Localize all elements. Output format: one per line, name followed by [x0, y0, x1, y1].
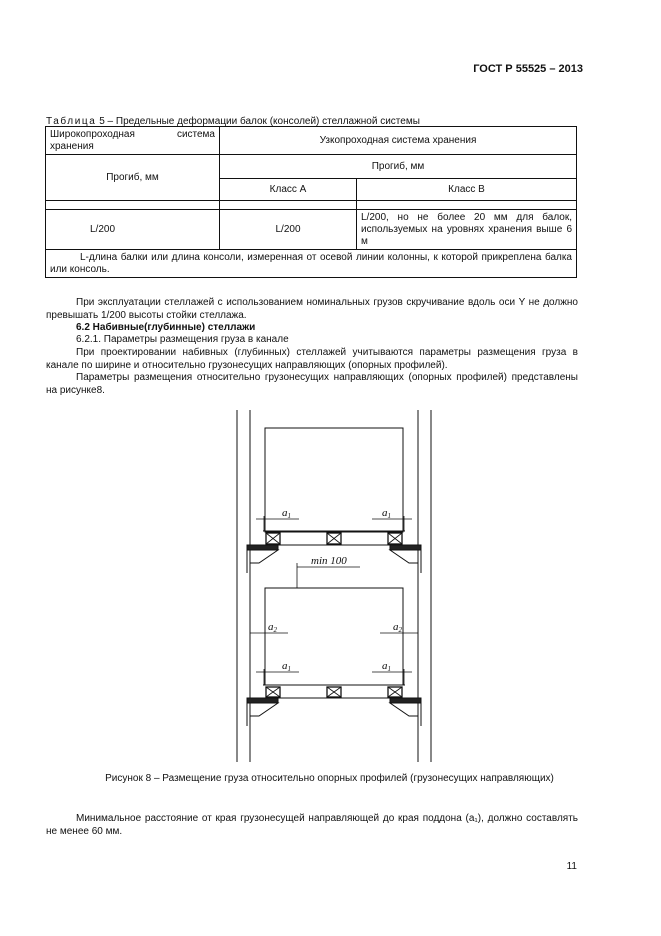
document-code: ГОСТ Р 55525 – 2013	[473, 63, 583, 75]
lower-pallet	[263, 685, 405, 698]
left-upright	[237, 410, 250, 762]
figure-caption: Рисунок 8 – Размещение груза относительно опорных профилей (грузонесущих направляющих)	[105, 773, 554, 784]
upper-left-rail	[247, 545, 278, 573]
figure-8-drawing	[0, 405, 661, 765]
page-number: 11	[566, 861, 577, 872]
label-a2-right: a2	[393, 621, 402, 634]
class-b-header: Класс В	[357, 179, 577, 201]
header-wide-aisle: Широкопроходная система хранения	[46, 127, 220, 155]
table-note: L-длина балки или длина консоли, измеренная от осевой линии колонны, к которой прикреплена балка или консоль.	[46, 250, 577, 278]
class-a-header: Класс А	[220, 179, 357, 201]
label-a1-left-lower: a1	[282, 660, 291, 673]
label-min-100: min 100	[311, 555, 347, 567]
section-heading-6-2: 6.2 Набивные(глубинные) стеллажи	[76, 322, 256, 333]
lower-left-rail	[247, 698, 278, 726]
empty-cell	[46, 201, 220, 210]
deformation-table	[45, 126, 577, 278]
empty-cell	[220, 201, 357, 210]
paragraph-min-distance: Минимальное расстояние от края грузонесущей направляющей до края поддона (а₁), должно составлять не менее 60 мм.	[46, 813, 578, 837]
header-narrow-aisle: Узкопроходная система хранения	[220, 127, 577, 155]
label-a2-left: a2	[268, 621, 277, 634]
table-caption-label: Таблица	[46, 116, 97, 127]
paragraph-torsion: При эксплуатации стеллажей с использованием номинальных грузов скручивание вдоль оси Y не должно превышать 1/200 высоты стойки стеллажа.	[46, 297, 578, 321]
paragraph-figure-ref: Параметры размещения относительно грузонесущих направляющих (опорных профилей) представлены на рисунке8.	[46, 372, 578, 396]
value-class-b: L/200, но не более 20 мм для балок, используемых на уровнях хранения выше 6 м	[357, 210, 577, 250]
value-wide: L/200	[46, 210, 220, 250]
label-a1-right-lower: a1	[382, 660, 391, 673]
label-a1-left-upper: a1	[282, 507, 291, 520]
empty-cell	[357, 201, 577, 210]
label-a1-right-upper: a1	[382, 507, 391, 520]
row-deflection-label: Прогиб, мм	[46, 155, 220, 201]
upper-right-rail	[390, 545, 421, 573]
right-upright	[418, 410, 431, 762]
table-caption-text: 5 – Предельные деформации балок (консолей) стеллажной системы	[96, 116, 420, 127]
upper-pallet	[263, 531, 405, 545]
subsection-6-2-1: 6.2.1. Параметры размещения груза в канале	[76, 334, 289, 345]
value-class-a: L/200	[220, 210, 357, 250]
row-deflection-narrow: Прогиб, мм	[220, 155, 577, 179]
lower-right-rail	[390, 698, 421, 726]
paragraph-design: При проектировании набивных (глубинных) стеллажей учитываются параметры размещения груза в канале по ширине и относительно грузонесущих направляющих (опорных профилей).	[46, 347, 578, 371]
